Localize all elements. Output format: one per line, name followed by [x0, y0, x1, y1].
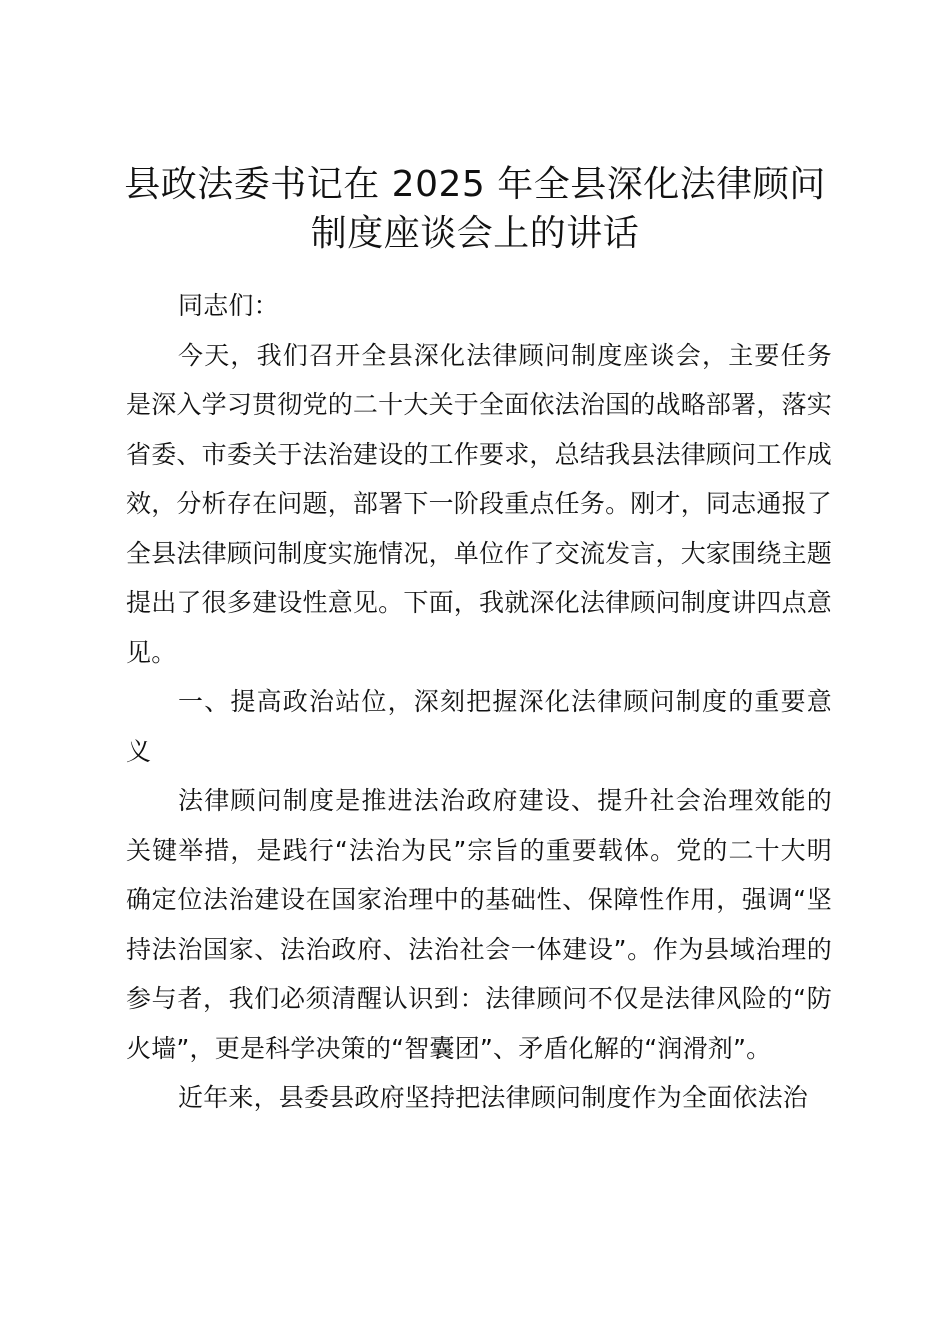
section-1-paragraph: 法律顾问制度是推进法治政府建设、提升社会治理效能的关键举措，是践行“法治为民”宗旨的重要载体。党的二十大明确定位法治建设在国家治理中的基础性、保障性作用，强调“坚持法治国家、法治政府、法治社会一体建设”。作为县域治理的参与者，我们必须清醒认识到：法律顾问不仅是法律风险的“防火墙”，更是科学决策的“智囊团”、矛盾化解的“润滑剂”。 [126, 786, 832, 1063]
salutation-paragraph: 同志们： [178, 291, 279, 320]
section-heading-1: 一、提高政治站位，深刻把握深化法律顾问制度的重要意义 [126, 687, 832, 766]
document-title: 县政法委书记在 2025 年全县深化法律顾问制度座谈会上的讲话 [124, 164, 826, 254]
section-1-paragraph-continued: 近年来，县委县政府坚持把法律顾问制度作为全面依法治 [178, 1083, 809, 1112]
intro-paragraph: 今天，我们召开全县深化法律顾问制度座谈会，主要任务是深入学习贯彻党的二十大关于全面依法治国的战略部署，落实省委、市委关于法治建设的工作要求，总结我县法律顾问工作成效，分析存在问题，部署下一阶段重点任务。刚才，同志通报了全县法律顾问制度实施情况，单位作了交流发言，大家围绕主题提出了很多建设性意见。下面，我就深化法律顾问制度讲四点意见。 [126, 340, 832, 667]
document-body [126, 281, 832, 1123]
